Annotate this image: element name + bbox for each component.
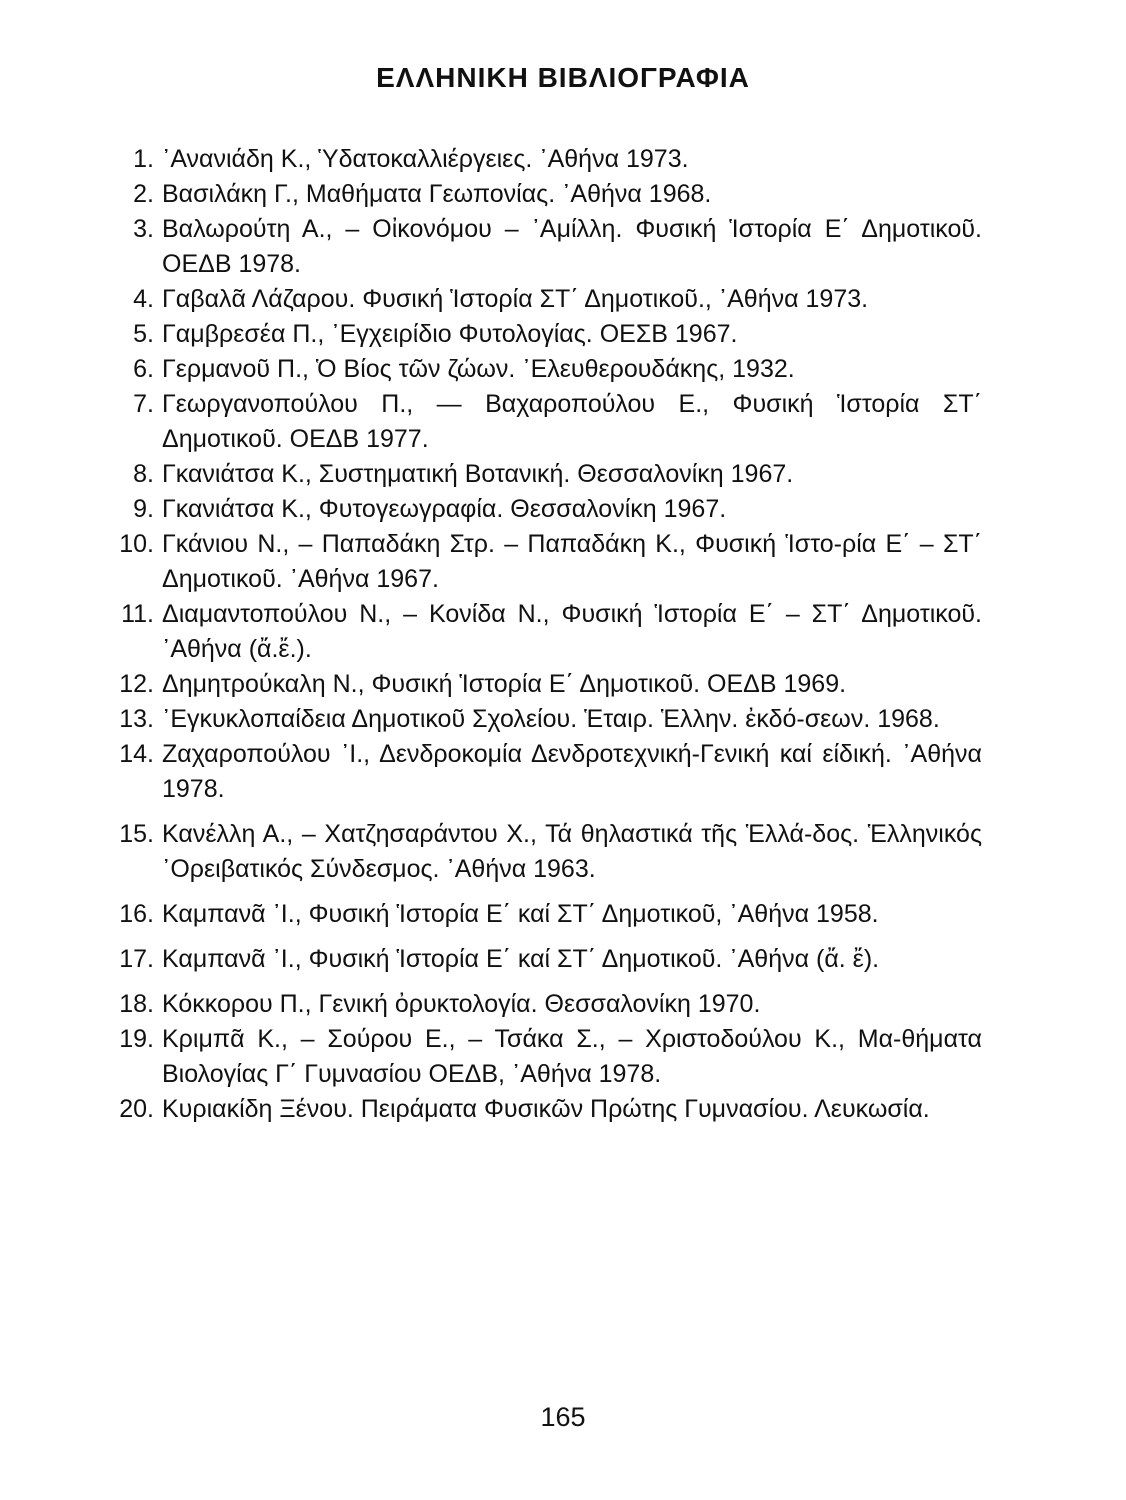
entry-number: 3. bbox=[133, 215, 154, 243]
entry-number: 7. bbox=[133, 390, 154, 418]
bibliography-entry bbox=[102, 317, 982, 352]
entry-number: 5. bbox=[133, 320, 154, 348]
bibliography-entry bbox=[102, 942, 982, 977]
bibliography-list bbox=[102, 142, 982, 1127]
entry-number: 14. bbox=[119, 740, 154, 768]
entry-text: Βαλωρούτη Α., – Οἰκονόμου – ᾿Αμίλλη. Φυσική Ἱστορία Ε΄ Δημοτικοῦ. ΟΕΔΒ 1978. bbox=[162, 215, 982, 278]
bibliography-entry bbox=[102, 897, 982, 932]
entry-text: Καμπανᾶ ᾿Ι., Φυσική Ἱστορία Ε΄ καί ΣΤ΄ Δημοτικοῦ. ᾿Αθήνα (ἄ. ἔ). bbox=[162, 945, 880, 973]
entry-number: 10. bbox=[119, 530, 154, 558]
entry-text: Γκανιάτσα Κ., Φυτογεωγραφία. Θεσσαλονίκη 1967. bbox=[162, 495, 727, 523]
entry-number: 4. bbox=[133, 285, 154, 313]
bibliography-entry bbox=[102, 282, 982, 317]
entry-number: 16. bbox=[119, 900, 154, 928]
bibliography-entry bbox=[102, 212, 982, 282]
entry-text: ᾿Εγκυκλοπαίδεια Δημοτικοῦ Σχολείου. Ἑταιρ. Ἑλλην. ἐκδό-σεων. 1968. bbox=[162, 705, 940, 733]
entry-number: 12. bbox=[119, 670, 154, 698]
entry-number: 15. bbox=[119, 820, 154, 848]
entry-text: Ζαχαροπούλου ᾿Ι., Δενδροκομία Δενδροτεχνική-Γενική καί είδική. ᾿Αθήνα 1978. bbox=[162, 740, 982, 803]
entry-number: 17. bbox=[119, 945, 154, 973]
entry-number: 20. bbox=[119, 1095, 154, 1123]
entry-number: 11. bbox=[121, 600, 154, 628]
bibliography-entry bbox=[102, 1022, 982, 1092]
entry-number: 8. bbox=[133, 460, 154, 488]
bibliography-entry bbox=[102, 352, 982, 387]
bibliography-entry bbox=[102, 987, 982, 1022]
bibliography-entry bbox=[102, 597, 982, 667]
bibliography-entry bbox=[102, 527, 982, 597]
entry-text: Γαμβρεσέα Π., ᾿Εγχειρίδιο Φυτολογίας. ΟΕΣΒ 1967. bbox=[162, 320, 738, 348]
entry-number: 19. bbox=[119, 1025, 154, 1053]
entry-text: Γερμανοῦ Π., Ὁ Βίος τῶν ζώων. ᾿Ελευθερουδάκης, 1932. bbox=[162, 355, 795, 383]
page-number: 165 bbox=[540, 1402, 586, 1432]
entry-text: Κανέλλη Α., – Χατζησαράντου Χ., Τά θηλαστικά τῆς Ἑλλά-δος. Ἑλληνικός ᾿Ορειβατικός Σύνδεσμος. ᾿Αθήνα 1963. bbox=[162, 820, 982, 883]
entry-text: Καμπανᾶ ᾿Ι., Φυσική Ἱστορία Ε΄ καί ΣΤ΄ Δημοτικοῦ, ᾿Αθήνα 1958. bbox=[162, 900, 879, 928]
entry-text: Κόκκορου Π., Γενική ὀρυκτολογία. Θεσσαλονίκη 1970. bbox=[162, 990, 761, 1018]
page-title: ΕΛΛΗΝΙΚΗ ΒΙΒΛΙΟΓΡΑΦΙΑ bbox=[376, 62, 750, 93]
entry-text: Γεωργανοπούλου Π., — Βαχαροπούλου Ε., Φυσική Ἱστορία ΣΤ΄ Δημοτικοῦ. ΟΕΔΒ 1977. bbox=[162, 390, 982, 453]
bibliography-entry bbox=[102, 817, 982, 887]
bibliography-entry bbox=[102, 387, 982, 457]
entry-number: 2. bbox=[133, 180, 154, 208]
bibliography-entry bbox=[102, 737, 982, 807]
entry-number: 6. bbox=[133, 355, 154, 383]
entry-number: 18. bbox=[119, 990, 154, 1018]
entry-number: 1. bbox=[133, 145, 154, 173]
entry-text: Γκανιάτσα Κ., Συστηματική Βοτανική. Θεσσαλονίκη 1967. bbox=[162, 460, 794, 488]
entry-text: Γκάνιου Ν., – Παπαδάκη Στρ. – Παπαδάκη Κ., Φυσική Ἱστο-ρία Ε΄ – ΣΤ΄ Δημοτικοῦ. ᾿Αθήνα 1967. bbox=[162, 530, 982, 593]
entry-text: Δημητρούκαλη Ν., Φυσική Ἱστορία Ε΄ Δημοτικοῦ. ΟΕΔΒ 1969. bbox=[162, 670, 847, 698]
entry-text: Κριμπᾶ Κ., – Σούρου Ε., – Τσάκα Σ., – Χριστοδούλου Κ., Μα-θήματα Βιολογίας Γ΄ Γυμνασίου ΟΕΔΒ, ᾿Αθήνα 1978. bbox=[162, 1025, 982, 1088]
bibliography-entry bbox=[102, 702, 982, 737]
bibliography-entry bbox=[102, 457, 982, 492]
entry-text: Γαβαλᾶ Λάζαρου. Φυσική Ἱστορία ΣΤ΄ Δημοτικοῦ., ᾿Αθήνα 1973. bbox=[162, 285, 869, 313]
entry-text: Κυριακίδη Ξένου. Πειράματα Φυσικῶν Πρώτης Γυμνασίου. Λευκωσία. bbox=[162, 1095, 930, 1123]
entry-number: 9. bbox=[133, 495, 154, 523]
bibliography-entry bbox=[102, 177, 982, 212]
bibliography-entry bbox=[102, 1092, 982, 1127]
entry-text: Διαμαντοπούλου Ν., – Κονίδα Ν., Φυσική Ἱστορία Ε΄ – ΣΤ΄ Δημοτικοῦ. ᾿Αθήνα (ἄ.ἔ.). bbox=[162, 600, 982, 663]
entry-text: Βασιλάκη Γ., Μαθήματα Γεωπονίας. ᾿Αθήνα 1968. bbox=[162, 180, 712, 208]
bibliography-entry bbox=[102, 142, 982, 177]
bibliography-entry bbox=[102, 492, 982, 527]
entry-text: ᾿Ανανιάδη Κ., Ὑδατοκαλλιέργειες. ᾿Αθήνα 1973. bbox=[162, 145, 689, 173]
bibliography-entry bbox=[102, 667, 982, 702]
entry-number: 13. bbox=[119, 705, 154, 733]
